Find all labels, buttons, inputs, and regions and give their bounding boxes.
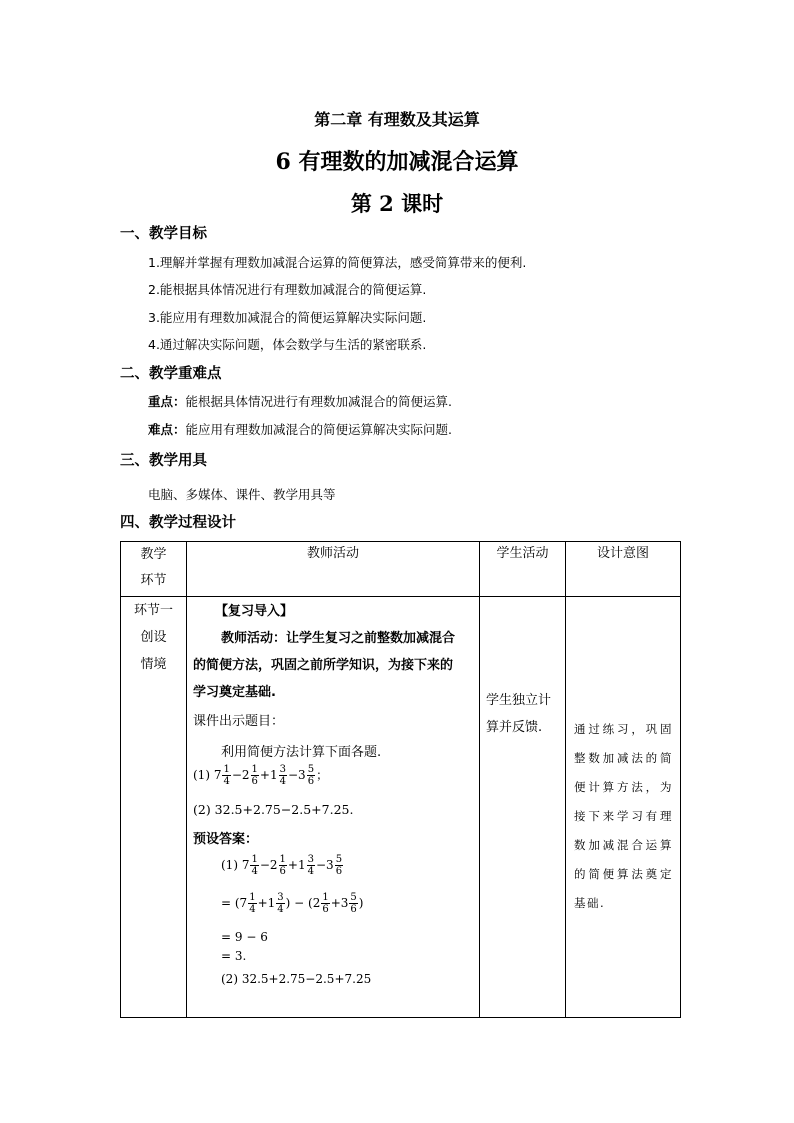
lesson-title: 6 有理数的加减混合运算	[275, 149, 519, 175]
key-points-heading: 二、教学重难点	[120, 366, 222, 382]
stage-line: 环节一	[133, 603, 173, 618]
stage-cell	[121, 597, 187, 1018]
difficulty-label: 难点：	[148, 422, 186, 437]
key-point-label: 重点：	[148, 394, 186, 409]
period-title: 第 2 课时	[350, 191, 444, 216]
student-activity-cell: 学生独立计算并反馈.	[480, 597, 566, 1018]
solution-1-step2: = (7 $\frac{1}{4}$ +1 $\frac{3}{4}$ ) − (2 $\frac{1}{6}$ +3 $\frac{5}{6}$ )	[221, 892, 364, 915]
tools-heading: 三、教学用具	[120, 453, 207, 469]
solution-1-step3: = 9 − 6	[221, 930, 268, 944]
solution-1-step1: (1) 7 $\frac{1}{4}$ −2 $\frac{1}{6}$ +1 $\frac{3}{4}$ −3 $\frac{5}{6}$	[221, 854, 343, 877]
header-teacher: 教师活动	[187, 542, 480, 597]
objective-item: 1.理解并掌握有理数加减混合运算的简便算法，感受简算带来的便利.	[148, 255, 527, 270]
design-intent-cell: 通过练习，巩固整数加减法的简便计算方法，为接下来学习有理数加减混合运算的简便算法奠定基础.	[566, 597, 681, 1018]
header-stage	[121, 542, 187, 597]
process-heading: 四、教学过程设计	[120, 515, 236, 531]
difficulty-point	[148, 420, 452, 438]
problem-2: (2) 32.5+2.75−2.5+7.25.	[193, 802, 354, 817]
teacher-text-line: 的简便方法，巩固之前所学知识，为接下来的	[193, 658, 454, 673]
stage-line: 情境	[140, 657, 167, 672]
difficulty-text: 能应用有理数加减混合的简便运算解决实际问题.	[185, 422, 452, 437]
courseware-label: 课件出示题目：	[193, 714, 285, 729]
key-point	[148, 392, 452, 410]
chapter-heading: 第二章 有理数及其运算	[314, 110, 480, 129]
solution-2: (2) 32.5+2.75−2.5+7.25	[221, 972, 372, 986]
header-stage-line1: 教学	[140, 547, 167, 562]
key-point-text: 能根据具体情况进行有理数加减混合的简便运算.	[185, 394, 452, 409]
objectives-heading: 一、教学目标	[120, 226, 207, 242]
header-student: 学生活动	[480, 542, 566, 597]
answer-label: 预设答案：	[193, 832, 259, 847]
objective-item: 4.通过解决实际问题，体会数学与生活的紧密联系.	[148, 337, 427, 352]
teacher-text-line: 教师活动：让学生复习之前整数加减混合	[221, 631, 456, 646]
lesson-plan-table	[120, 541, 681, 1018]
table-header-row	[121, 542, 681, 597]
solution-1-step4: = 3.	[221, 949, 247, 963]
objective-item: 3.能应用有理数加减混合的简便运算解决实际问题.	[148, 310, 427, 325]
table-row	[121, 597, 681, 1018]
tools-text: 电脑、多媒体、课件、教学用具等	[148, 487, 336, 502]
header-stage-line2: 环节	[140, 573, 167, 588]
header-intent: 设计意图	[566, 542, 681, 597]
stage-line: 创设	[140, 630, 167, 645]
problem-1: (1) 7 $\frac{1}{4}$ −2 $\frac{1}{6}$ +1 $\frac{3}{4}$ −3 $\frac{5}{6}$ ；	[193, 764, 329, 787]
teacher-text-line: 学习奠定基础.	[193, 685, 276, 700]
objective-item: 2.能根据具体情况进行有理数加减混合的简便运算.	[148, 282, 427, 297]
review-heading: 【复习导入】	[215, 604, 294, 619]
teacher-cell	[187, 597, 480, 1018]
task-text: 利用简便方法计算下面各题.	[221, 745, 382, 760]
